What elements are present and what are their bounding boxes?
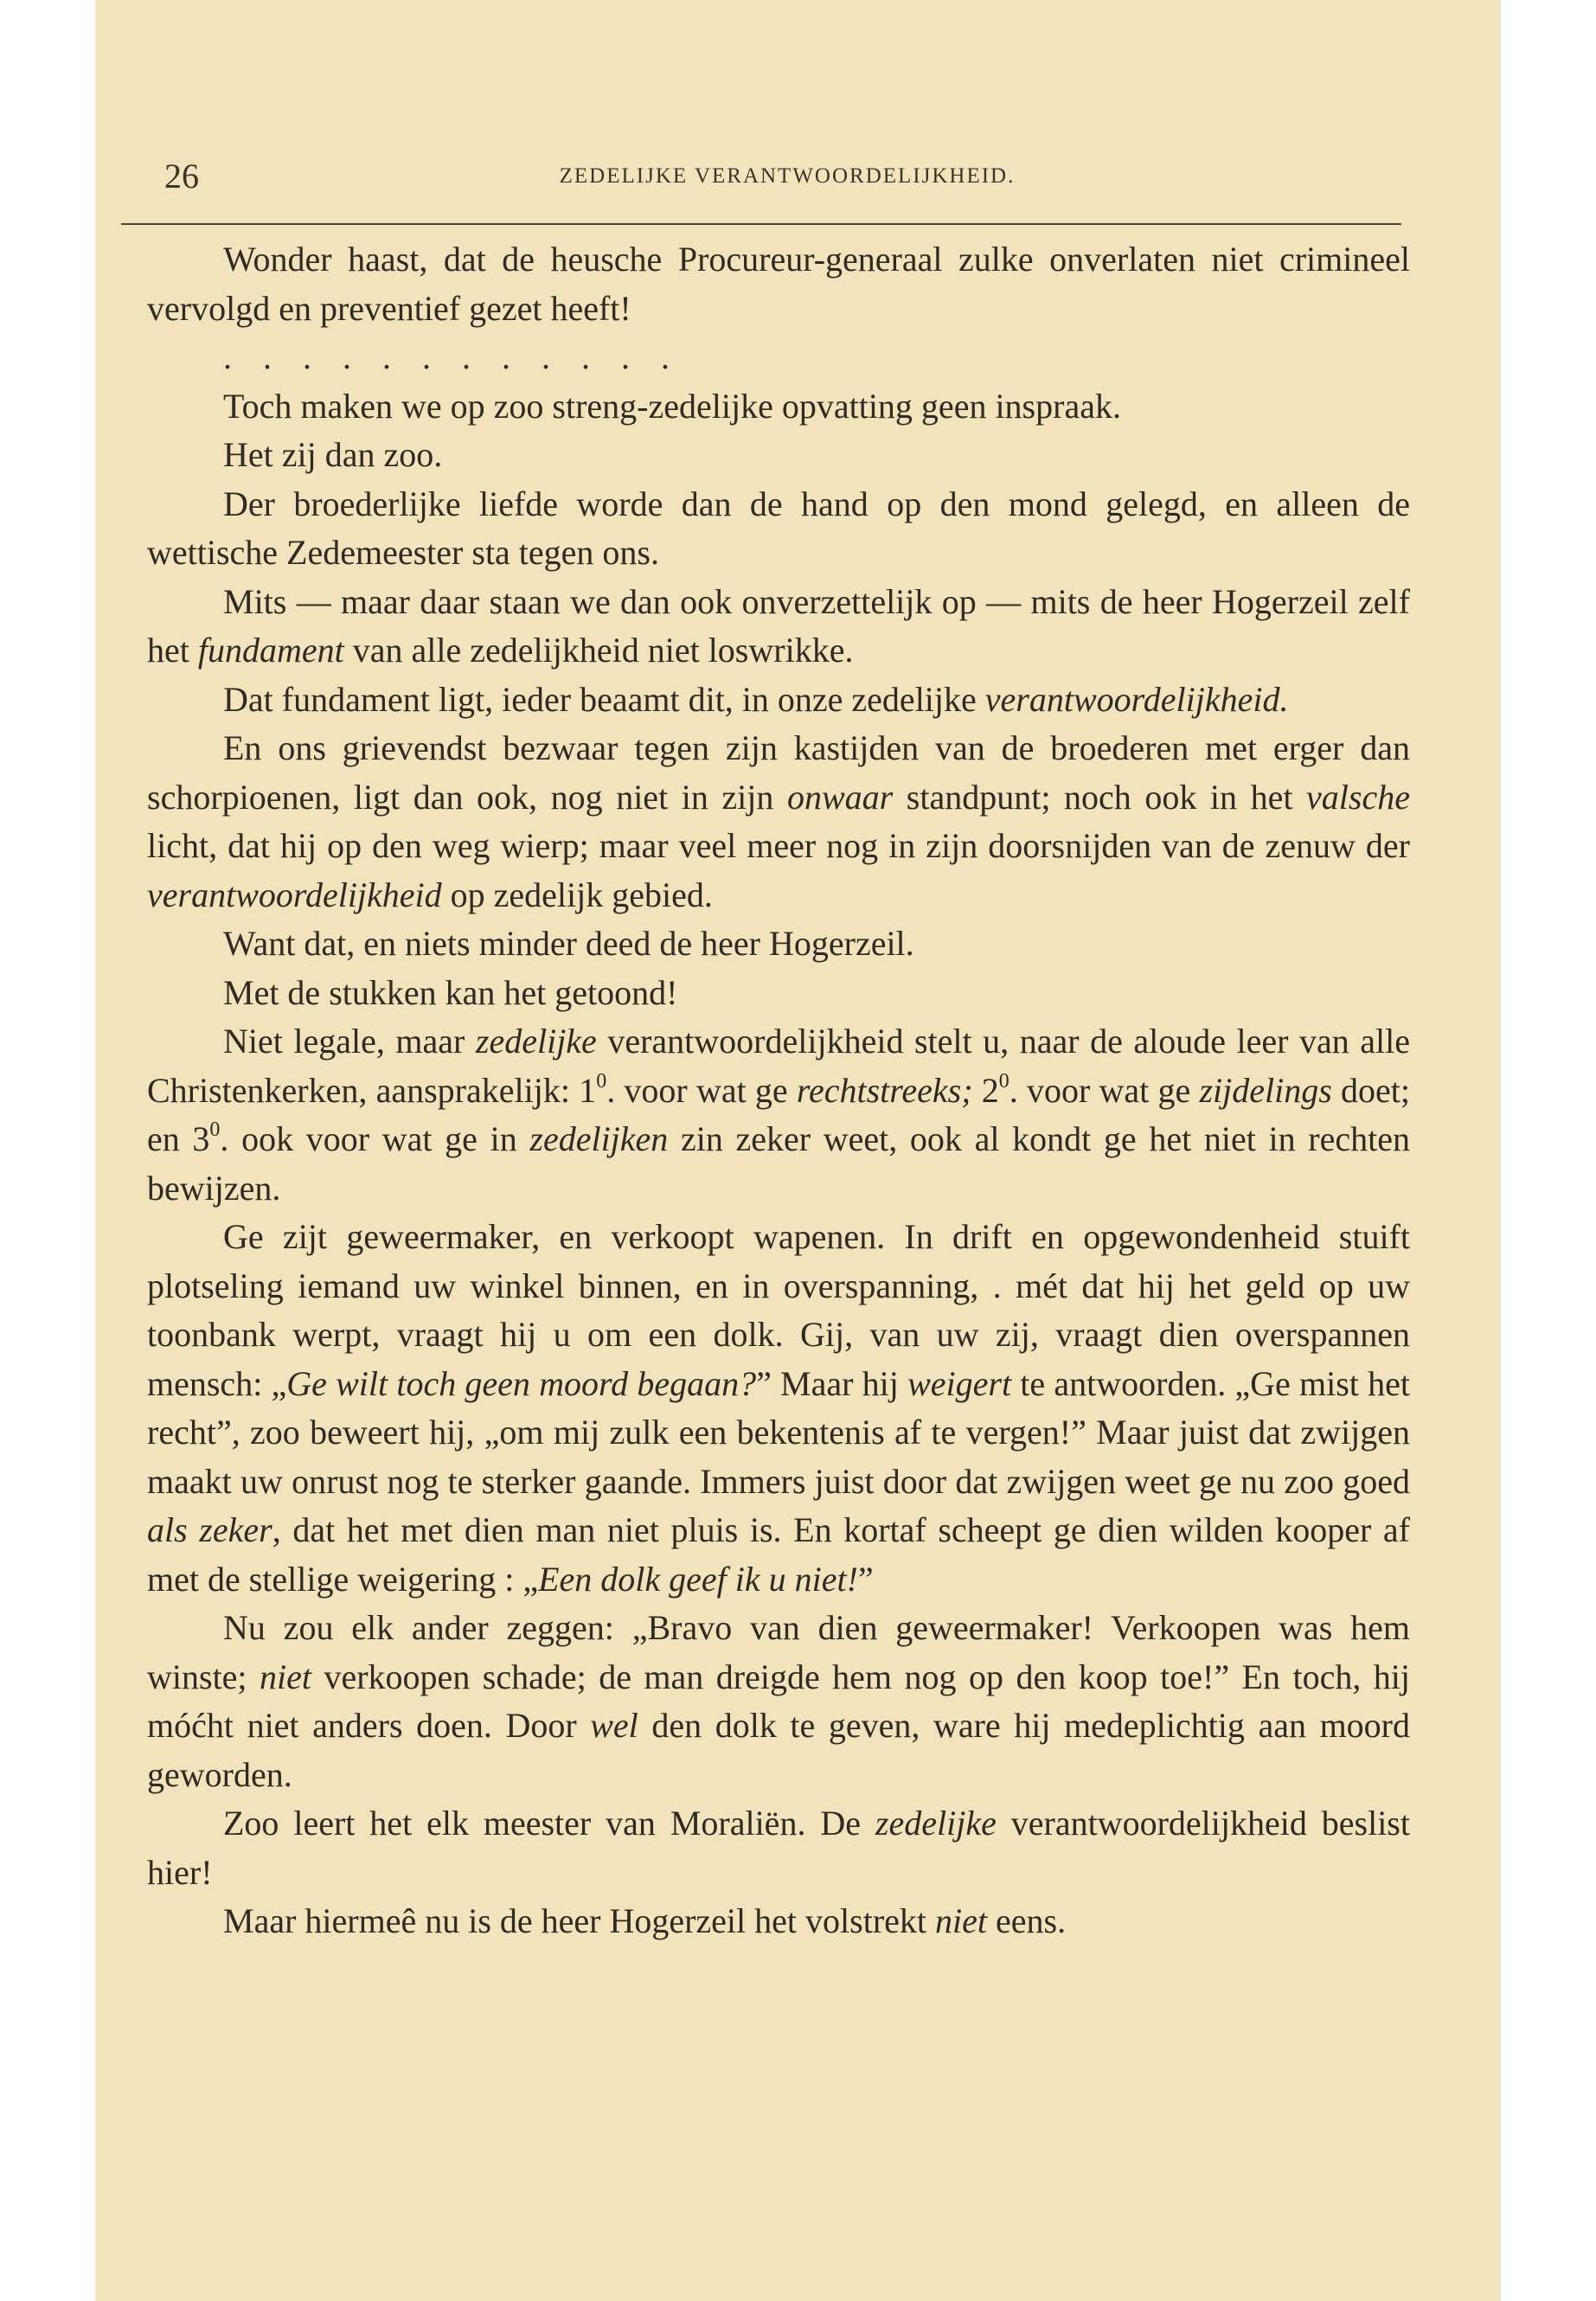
paragraph: Niet legale, maar zedelijke verantwoordelijkheid stelt u, naar de aloude leer van alle Christenkerken, aansprakelijk: $1^0$. voor wat ge rechtstreeks; $2^0$. voor wat ge zijdelings doet; en $3^0$. ook voor wat ge in zedelijken zin zeker weet, ook al kondt ge het niet in rechten bewijzen. [147, 1022, 1411, 1208]
ellipsis-row: ............ [223, 337, 701, 376]
paragraph: Want dat, en niets minder deed de heer Hogerzeil. [223, 924, 914, 963]
book-page [95, 0, 1501, 2301]
paragraph: Met de stukken kan het getoond! [223, 972, 678, 1012]
paragraph: Mits — maar daar staan we dan ook onverzettelijk op — mits de heer Hogerzeil zelf het fundament van alle zedelijkheid niet loswrikke. [147, 581, 1410, 670]
paragraph: Ge zijt geweermaker, en verkoopt wapenen. In drift en opgewondenheid stuift plotseling iemand uw winkel binnen, en in overspanning, . mét dat hij het geld op uw toonbank werpt, vraagt hij u om een dolk. Gij, van uw zij, vraagt dien overspannen mensch: „Ge wilt toch geen moord begaan?” Maar hij weigert te antwoorden. „Ge mist het recht”, zoo beweert hij, „om mij zulk een bekentenis af te vergen!” Maar juist dat zwijgen maakt uw onrust nog te sterker gaande. Immers juist door dat zwijgen weet ge nu zoo goed als zeker, dat het met dien man niet pluis is. En kortaf scheept ge dien wilden kooper af met de stellige weigering : „Een dolk geef ik u niet!” [147, 1217, 1411, 1599]
paragraph: Der broederlijke liefde worde dan de hand op den mond gelegd, en alleen de wettische Zedemeester sta tegen ons. [147, 484, 1410, 572]
body-text [147, 235, 1410, 1946]
page-header [164, 156, 1410, 199]
paragraph: Maar hiermeê nu is de heer Hogerzeil het volstrekt niet eens. [223, 1901, 1067, 1940]
page-number: 26 [164, 157, 199, 195]
paragraph: Zoo leert het elk meester van Moraliën. De zedelijke verantwoordelijkheid beslist hier! [147, 1804, 1410, 1892]
header-rule [121, 223, 1401, 225]
paragraph: Wonder haast, dat de heusche Procureur-generaal zulke onverlaten niet crimineel vervolgd en preventief gezet heeft! [147, 240, 1410, 328]
paragraph: Dat fundament ligt, ieder beaamt dit, in onze zedelijke verantwoordelijkheid. [223, 679, 1289, 719]
running-title: ZEDELIJKE VERANTWOORDELIJKHEID. [559, 164, 1016, 188]
paragraph: Toch maken we op zoo streng-zedelijke opvatting geen inspraak. [223, 386, 1121, 426]
paragraph: En ons grievendst bezwaar tegen zijn kastijden van de broederen met erger dan schorpioenen, ligt dan ook, nog niet in zijn onwaar standpunt; noch ook in het valsche licht, dat hij op den weg wierp; maar veel meer nog in zijn doorsnijden van de zenuw der verantwoordelijkheid op zedelijk gebied. [147, 728, 1410, 914]
paragraph: Nu zou elk ander zeggen: „Bravo van dien geweermaker! Verkoopen was hem winste; niet verkoopen schade; de man dreigde hem nog op den koop toe!” En toch, hij móćht niet anders doen. Door wel den dolk te geven, ware hij medeplichtig aan moord geworden. [147, 1608, 1411, 1794]
paragraph: Het zij dan zoo. [223, 435, 443, 474]
